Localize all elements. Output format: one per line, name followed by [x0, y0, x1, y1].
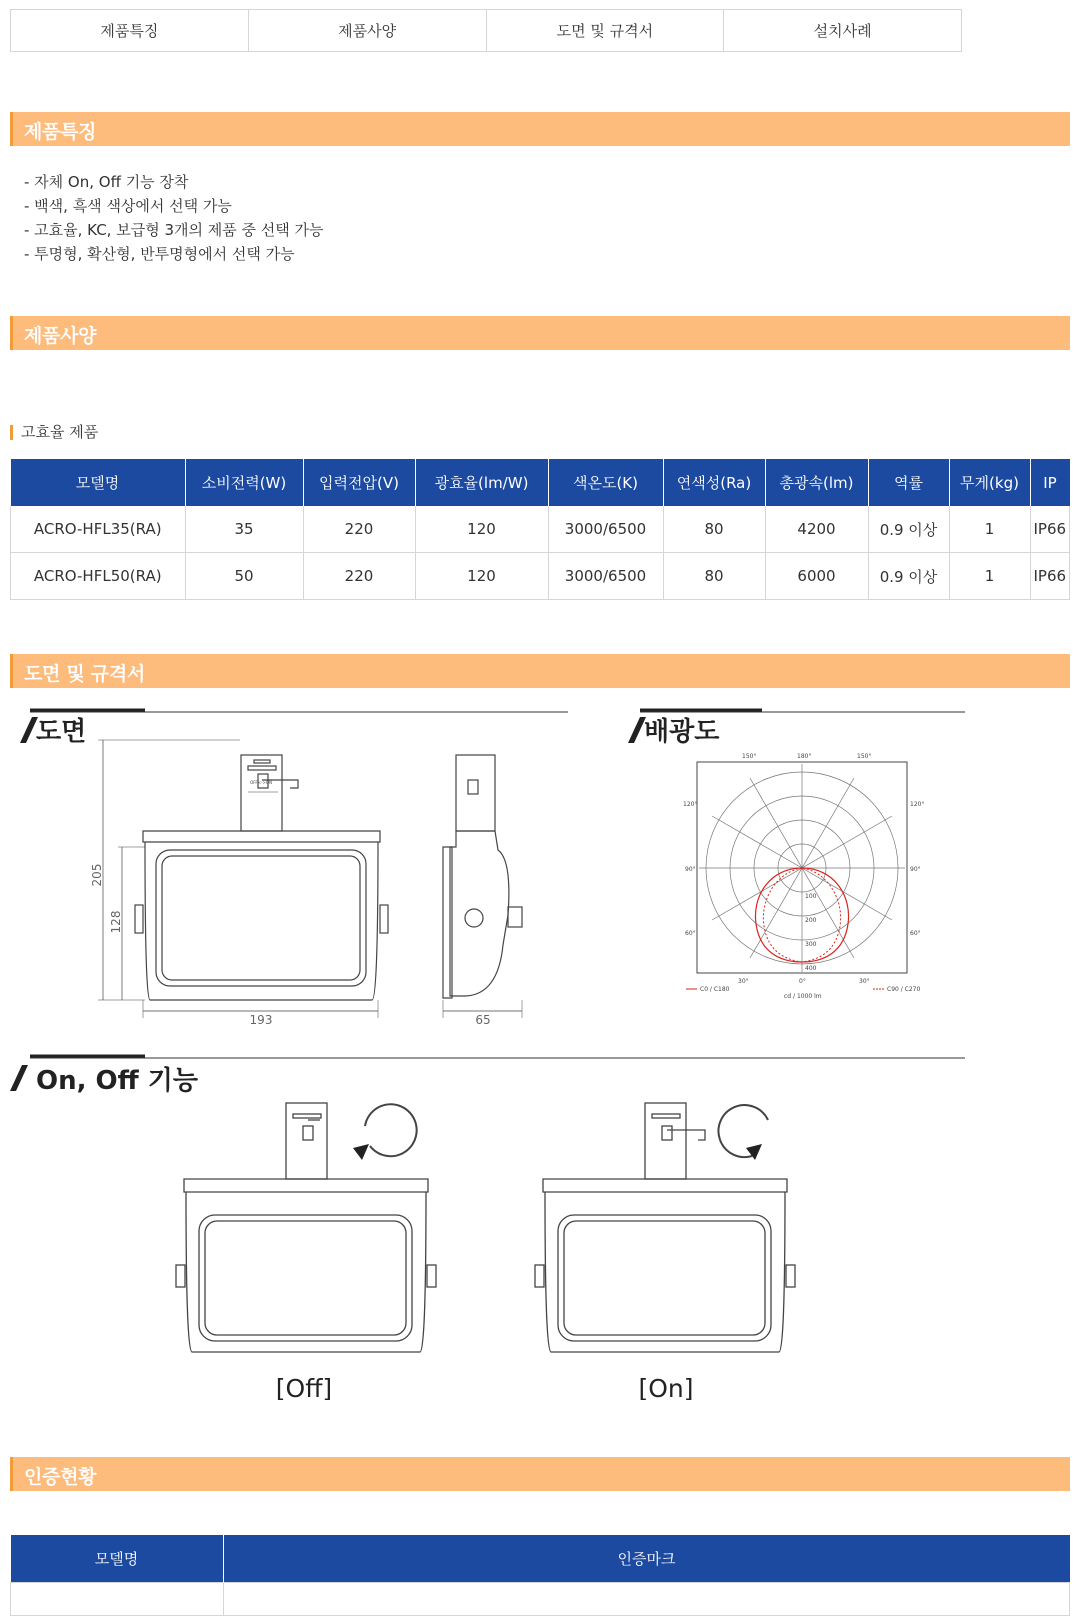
section-title: 도면 및 규격서 [24, 663, 145, 685]
dim-width: 193 [249, 1013, 273, 1027]
table-cell: 35 [185, 506, 303, 553]
table-cell: 3000/6500 [548, 553, 663, 600]
spec-table [10, 459, 1070, 600]
table-row [11, 1583, 1070, 1616]
table-cell: 220 [303, 506, 415, 553]
photometric-title: 배광도 [644, 717, 720, 747]
table-cell: 80 [663, 506, 765, 553]
tab-spec[interactable]: 제품사양 [249, 10, 487, 51]
column-header: 무게(kg) [949, 459, 1030, 506]
table-cell [11, 1583, 224, 1616]
table-cell: 120 [415, 506, 548, 553]
column-header: 인증마크 [223, 1535, 1070, 1583]
tab-features[interactable]: 제품특징 [11, 10, 249, 51]
table-cell: 80 [663, 553, 765, 600]
front-view-drawing [98, 740, 388, 1018]
column-header: 입력전압(V) [303, 459, 415, 506]
dim-height-total: 205 [90, 863, 104, 887]
ring-label: 300 [805, 941, 817, 948]
column-header: 연색성(Ra) [663, 459, 765, 506]
ring-label: 400 [805, 965, 817, 972]
table-header-row [11, 459, 1070, 506]
off-state-label: [Off] [275, 1374, 333, 1400]
column-header: 색온도(K) [548, 459, 663, 506]
angle-label: 0° [799, 978, 806, 985]
tab-drawing[interactable]: 도면 및 규격서 [487, 10, 725, 51]
table-cell [223, 1583, 1070, 1616]
angle-label: 150° [857, 753, 872, 760]
table-header-row [11, 1535, 1070, 1583]
table-cell: 4200 [765, 506, 868, 553]
spec-subtitle: 고효율 제품 [10, 425, 98, 440]
angle-label: 60° [910, 930, 921, 937]
table-cell: 50 [185, 553, 303, 600]
angle-label: 180° [797, 753, 812, 760]
table-cell: 1 [949, 553, 1030, 600]
switch-label: OFF<->ON [249, 780, 273, 785]
column-header: 소비전력(W) [185, 459, 303, 506]
table-cell: 120 [415, 553, 548, 600]
side-view-drawing [443, 755, 522, 1018]
ring-label: 200 [805, 917, 817, 924]
onoff-title: On, Off 기능 [36, 1066, 198, 1096]
photometric-title-group [628, 710, 965, 747]
table-cell: IP66 [1030, 553, 1070, 600]
column-header: 모델명 [11, 1535, 224, 1583]
feature-item: - 자체 On, Off 기능 장착 [24, 173, 189, 191]
dim-depth: 65 [475, 1013, 491, 1027]
feature-item: - 투명형, 확산형, 반투명형에서 선택 가능 [24, 245, 295, 263]
table-cell: 1 [949, 506, 1030, 553]
on-state-label: [On] [638, 1374, 694, 1400]
angle-label: 120° [683, 801, 698, 808]
table-cell: 6000 [765, 553, 868, 600]
table-cell: IP66 [1030, 506, 1070, 553]
table-cell: ACRO-HFL35(RA) [11, 506, 186, 553]
table-cell: 0.9 이상 [868, 506, 949, 553]
tab-install[interactable]: 설치사례 [813, 22, 872, 40]
off-state-drawing [176, 1103, 436, 1352]
section-title: 인증현황 [24, 1466, 97, 1488]
feature-list [24, 170, 323, 266]
drawing-title: 도면 [36, 717, 87, 747]
legend-label-c90: C90 / C270 [887, 986, 921, 993]
feature-item: - 백색, 흑색 색상에서 선택 가능 [24, 197, 232, 215]
column-header: 역률 [868, 459, 949, 506]
unit-label: cd / 1000 lm [784, 993, 822, 1000]
angle-label: 90° [685, 866, 696, 873]
table-cell: ACRO-HFL50(RA) [11, 553, 186, 600]
section-header-cert [10, 1457, 1070, 1491]
section-title: 제품사양 [24, 325, 97, 347]
table-cell: 0.9 이상 [868, 553, 949, 600]
angle-label: 60° [685, 930, 696, 937]
angle-label: 120° [910, 801, 925, 808]
on-state-drawing [535, 1103, 795, 1352]
column-header: 모델명 [11, 459, 186, 506]
drawing-title-group [20, 710, 568, 747]
angle-label: 90° [910, 866, 921, 873]
column-header: 광효율(lm/W) [415, 459, 548, 506]
section-title: 제품특징 [24, 121, 97, 143]
section-header-spec [10, 316, 1070, 350]
cert-table [10, 1535, 1070, 1616]
angle-label: 30° [859, 978, 870, 985]
slash-mark [10, 1065, 28, 1091]
table-cell: 3000/6500 [548, 506, 663, 553]
section-header-drawing [10, 654, 1070, 688]
drawing-figure [0, 700, 1080, 1400]
tab-bar [10, 9, 962, 52]
table-row [11, 506, 1070, 553]
rotate-ccw-arrow-icon [353, 1144, 369, 1160]
feature-item: - 고효율, KC, 보급형 3개의 제품 중 선택 가능 [24, 221, 324, 239]
column-header: 총광속(lm) [765, 459, 868, 506]
section-header-features [10, 112, 1070, 146]
angle-label: 30° [738, 978, 749, 985]
table-row [11, 553, 1070, 600]
angle-label: 150° [742, 753, 757, 760]
legend-label-c0: C0 / C180 [700, 986, 730, 993]
column-header: IP [1030, 459, 1070, 506]
table-cell: 220 [303, 553, 415, 600]
polar-diagram [683, 753, 924, 1000]
ring-label: 100 [805, 893, 817, 900]
dim-height-body: 128 [109, 910, 123, 934]
onoff-title-group [10, 1056, 965, 1096]
